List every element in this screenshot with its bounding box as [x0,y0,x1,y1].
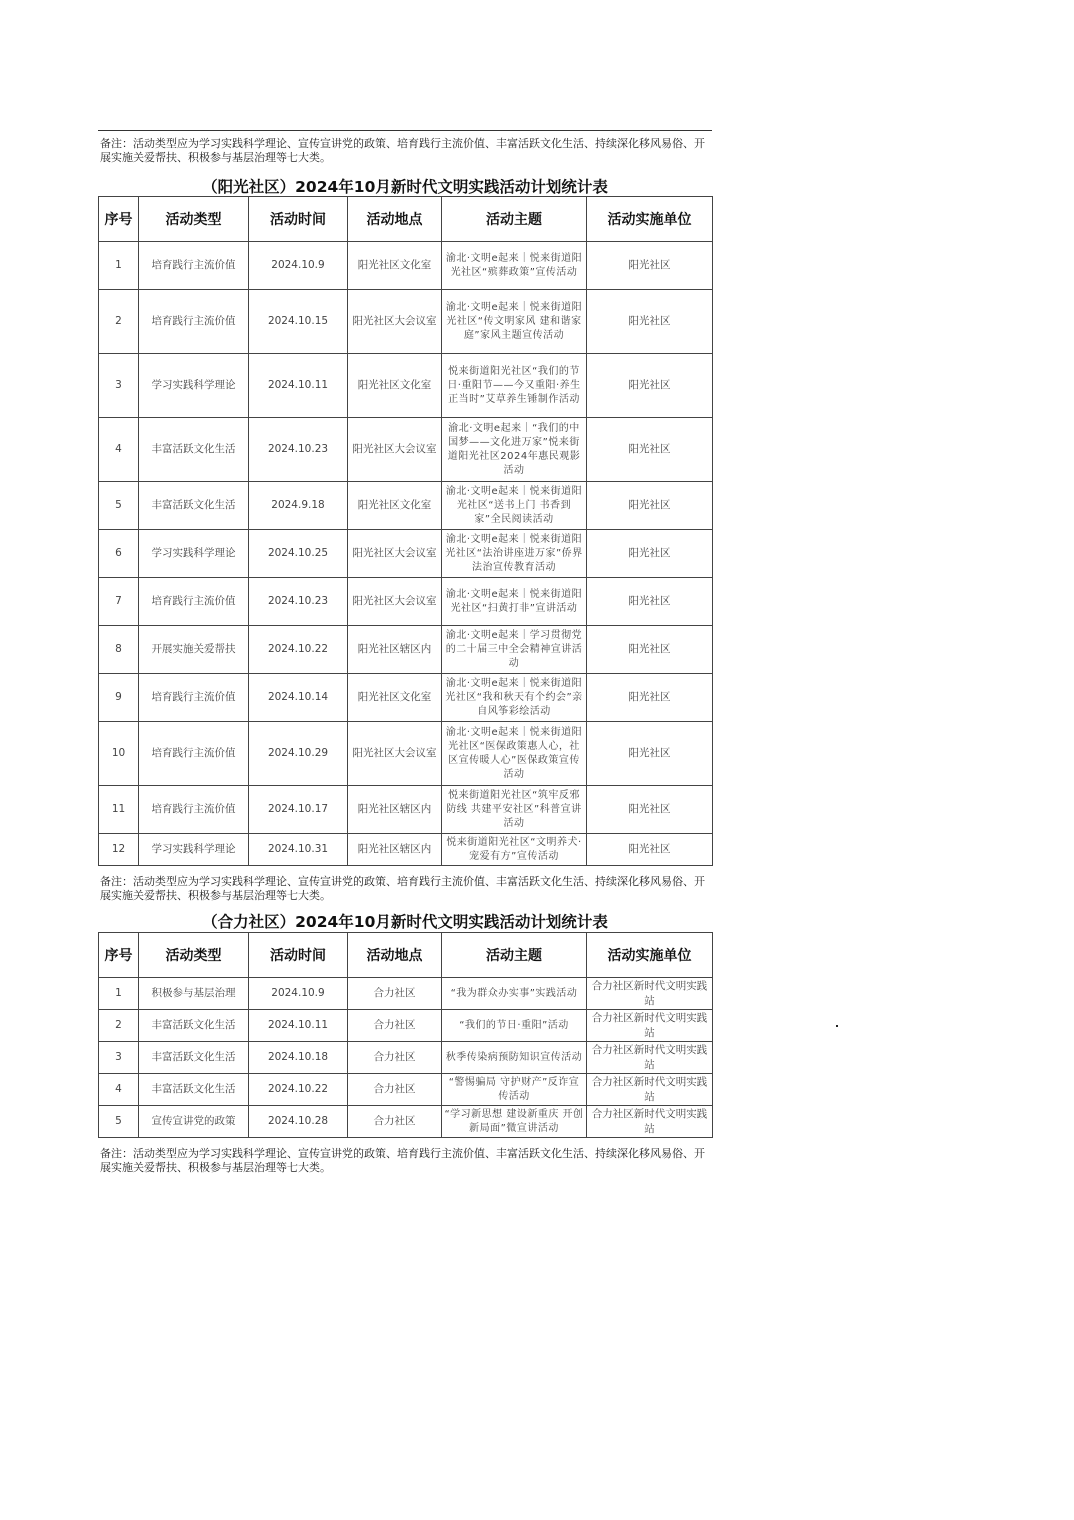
activity-type: 丰富活跃文化生活 [139,1042,249,1074]
header-theme: 活动主题 [442,933,587,978]
activity-time: 2024.10.14 [249,674,348,722]
table-row [99,786,713,834]
activity-theme: 渝北·文明e起来｜悦来街道阳光社区“我和秋天有个约会”亲自风筝彩绘活动 [442,674,587,722]
row-number: 5 [99,482,139,530]
activity-theme: 渝北·文明e起来｜悦来街道阳光社区“传文明家风 建和谐家庭”家风主题宣传活动 [442,290,587,354]
remarks-note-middle: 备注：活动类型应为学习实践科学理论、宣传宣讲党的政策、培育践行主流价值、丰富活跃文化生活、持续深化移风易俗、开展实施关爱帮扶、积极参与基层治理等七大类。 [100,875,705,902]
activity-type: 积极参与基层治理 [139,978,249,1010]
row-number: 5 [99,1106,139,1138]
top-divider [98,130,712,131]
activity-theme: 渝北·文明e起来｜悦来街道阳光社区“扫黄打非”宣讲活动 [442,578,587,626]
activity-type: 丰富活跃文化生活 [139,418,249,482]
table-row [99,530,713,578]
table-row [99,242,713,290]
activity-type: 丰富活跃文化生活 [139,1010,249,1042]
row-number: 4 [99,1074,139,1106]
activity-type: 培育践行主流价值 [139,290,249,354]
activity-unit: 阳光社区 [587,290,713,354]
table-row [99,354,713,418]
header-place: 活动地点 [348,933,442,978]
activity-theme: 悦来街道阳光社区“我们的节日·重阳节——今又重阳·养生正当时”艾草养生锤制作活动 [442,354,587,418]
remarks-note-top: 备注：活动类型应为学习实践科学理论、宣传宣讲党的政策、培育践行主流价值、丰富活跃文化生活、持续深化移风易俗、开展实施关爱帮扶、积极参与基层治理等七大类。 [100,137,705,164]
activity-unit: 阳光社区 [587,354,713,418]
activity-time: 2024.10.28 [249,1106,348,1138]
table-row [99,418,713,482]
activity-time: 2024.10.29 [249,722,348,786]
activity-type: 开展实施关爱帮扶 [139,626,249,674]
activity-unit: 阳光社区 [587,834,713,866]
activity-theme: “我们的节日·重阳”活动 [442,1010,587,1042]
activity-type: 学习实践科学理论 [139,530,249,578]
activity-theme: 秋季传染病预防知识宣传活动 [442,1042,587,1074]
table-row [99,1042,713,1074]
remarks-note-bottom: 备注：活动类型应为学习实践科学理论、宣传宣讲党的政策、培育践行主流价值、丰富活跃文化生活、持续深化移风易俗、开展实施关爱帮扶、积极参与基层治理等七大类。 [100,1147,705,1174]
heli-table-title: （合力社区）2024年10月新时代文明实践活动计划统计表 [202,913,608,931]
activity-theme: “学习新思想 建设新重庆 开创新局面”微宣讲活动 [442,1106,587,1138]
row-number: 6 [99,530,139,578]
activity-unit: 合力社区新时代文明实践站 [587,1106,713,1138]
activity-theme: 悦来街道阳光社区“筑牢反邪防线 共建平安社区”科普宣讲活动 [442,786,587,834]
activity-theme: 渝北·文明e起来｜悦来街道阳光社区“医保政策惠人心，社区宣传暖人心”医保政策宣传活动 [442,722,587,786]
activity-unit: 合力社区新时代文明实践站 [587,1010,713,1042]
activity-place: 合力社区 [348,1074,442,1106]
activity-type: 培育践行主流价值 [139,786,249,834]
activity-type: 丰富活跃文化生活 [139,1074,249,1106]
row-number: 1 [99,978,139,1010]
activity-theme: 渝北·文明e起来｜学习贯彻党的二十届三中全会精神宣讲活动 [442,626,587,674]
activity-place: 合力社区 [348,978,442,1010]
header-unit: 活动实施单位 [587,933,713,978]
activity-time: 2024.10.22 [249,626,348,674]
activity-type: 学习实践科学理论 [139,834,249,866]
activity-place: 阳光社区辖区内 [348,786,442,834]
header-time: 活动时间 [249,197,348,242]
activity-unit: 合力社区新时代文明实践站 [587,1074,713,1106]
table-row [99,1106,713,1138]
activity-type: 培育践行主流价值 [139,722,249,786]
row-number: 4 [99,418,139,482]
header-no: 序号 [99,197,139,242]
table-row [99,1010,713,1042]
activity-place: 阳光社区大会议室 [348,578,442,626]
activity-time: 2024.10.25 [249,530,348,578]
row-number: 7 [99,578,139,626]
yangguang-table-title: （阳光社区）2024年10月新时代文明实践活动计划统计表 [202,178,608,196]
activity-time: 2024.9.18 [249,482,348,530]
header-type: 活动类型 [139,933,249,978]
activity-place: 阳光社区辖区内 [348,626,442,674]
row-number: 3 [99,354,139,418]
table-header-row [99,933,713,978]
activity-theme: 渝北·文明e起来｜悦来街道阳光社区“殡葬政策”宣传活动 [442,242,587,290]
activity-theme: 渝北·文明e起来｜悦来街道阳光社区“送书上门 书香到家”全民阅读活动 [442,482,587,530]
activity-theme: “我为群众办实事”实践活动 [442,978,587,1010]
activity-unit: 阳光社区 [587,578,713,626]
row-number: 1 [99,242,139,290]
activity-theme: 渝北·文明e起来｜“我们的中国梦——文化进万家”悦来街道阳光社区2024年惠民观影活动 [442,418,587,482]
row-number: 2 [99,1010,139,1042]
header-place: 活动地点 [348,197,442,242]
activity-time: 2024.10.17 [249,786,348,834]
activity-theme: 渝北·文明e起来｜悦来街道阳光社区“法治讲座进万家”侨界法治宣传教育活动 [442,530,587,578]
activity-place: 合力社区 [348,1106,442,1138]
heli-activity-table [98,932,713,1138]
table-row [99,482,713,530]
activity-time: 2024.10.22 [249,1074,348,1106]
activity-time: 2024.10.15 [249,290,348,354]
activity-place: 合力社区 [348,1042,442,1074]
activity-unit: 合力社区新时代文明实践站 [587,1042,713,1074]
table-header-row [99,197,713,242]
activity-unit: 阳光社区 [587,482,713,530]
activity-place: 阳光社区文化室 [348,482,442,530]
table-row [99,290,713,354]
activity-theme: “警惕骗局 守护财产”反诈宣传活动 [442,1074,587,1106]
activity-time: 2024.10.31 [249,834,348,866]
row-number: 8 [99,626,139,674]
table-row [99,1074,713,1106]
activity-place: 阳光社区辖区内 [348,834,442,866]
activity-unit: 阳光社区 [587,722,713,786]
activity-place: 阳光社区大会议室 [348,418,442,482]
activity-place: 阳光社区文化室 [348,242,442,290]
activity-place: 阳光社区大会议室 [348,290,442,354]
table-row [99,578,713,626]
stray-dot [836,1025,838,1027]
table-row [99,978,713,1010]
activity-place: 合力社区 [348,1010,442,1042]
activity-time: 2024.10.11 [249,1010,348,1042]
activity-unit: 阳光社区 [587,626,713,674]
table-row [99,674,713,722]
header-no: 序号 [99,933,139,978]
activity-time: 2024.10.9 [249,978,348,1010]
row-number: 9 [99,674,139,722]
header-type: 活动类型 [139,197,249,242]
activity-type: 学习实践科学理论 [139,354,249,418]
table-row [99,834,713,866]
header-unit: 活动实施单位 [587,197,713,242]
activity-place: 阳光社区文化室 [348,354,442,418]
activity-unit: 阳光社区 [587,242,713,290]
row-number: 2 [99,290,139,354]
activity-type: 培育践行主流价值 [139,578,249,626]
activity-place: 阳光社区大会议室 [348,722,442,786]
activity-time: 2024.10.18 [249,1042,348,1074]
activity-place: 阳光社区文化室 [348,674,442,722]
row-number: 12 [99,834,139,866]
activity-type: 宣传宣讲党的政策 [139,1106,249,1138]
table-row [99,626,713,674]
activity-unit: 合力社区新时代文明实践站 [587,978,713,1010]
activity-theme: 悦来街道阳光社区“文明养犬·宠爱有方”宣传活动 [442,834,587,866]
activity-type: 培育践行主流价值 [139,674,249,722]
activity-time: 2024.10.9 [249,242,348,290]
activity-time: 2024.10.23 [249,418,348,482]
activity-type: 丰富活跃文化生活 [139,482,249,530]
row-number: 11 [99,786,139,834]
activity-unit: 阳光社区 [587,786,713,834]
activity-unit: 阳光社区 [587,418,713,482]
row-number: 10 [99,722,139,786]
activity-time: 2024.10.11 [249,354,348,418]
activity-unit: 阳光社区 [587,530,713,578]
yangguang-activity-table [98,196,713,866]
header-theme: 活动主题 [442,197,587,242]
row-number: 3 [99,1042,139,1074]
activity-unit: 阳光社区 [587,674,713,722]
table-row [99,722,713,786]
activity-type: 培育践行主流价值 [139,242,249,290]
activity-time: 2024.10.23 [249,578,348,626]
header-time: 活动时间 [249,933,348,978]
activity-place: 阳光社区大会议室 [348,530,442,578]
